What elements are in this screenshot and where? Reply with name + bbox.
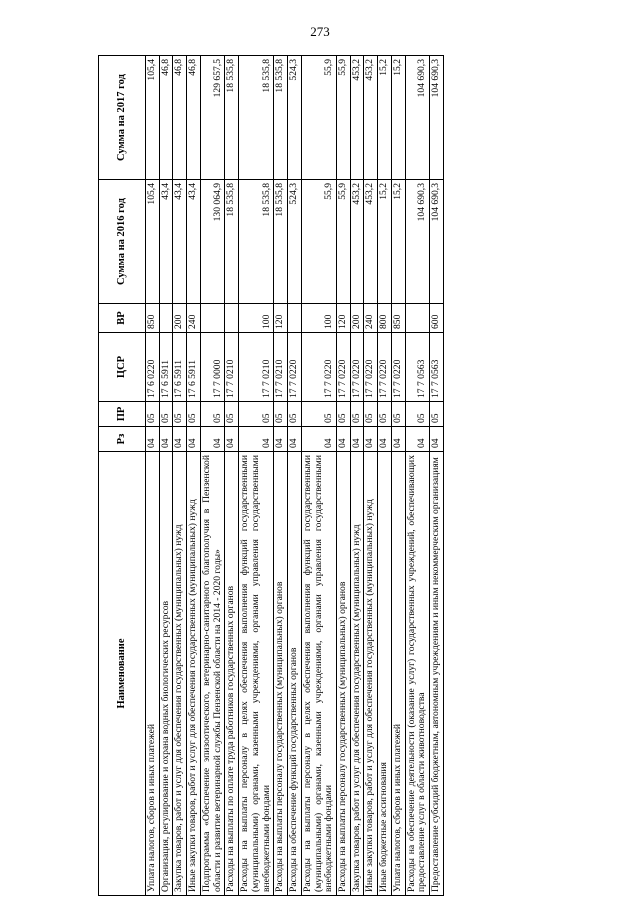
cell-rz: 04 <box>225 427 239 452</box>
header-sum-2016: Сумма на 2016 год <box>99 180 146 304</box>
cell-sum-2017: 453,2 <box>364 56 378 180</box>
cell-vr: 100 <box>239 304 274 333</box>
cell-csr: 17 7 0210 <box>225 333 239 402</box>
cell-sum-2016: 43,4 <box>187 180 201 304</box>
cell-name: Предоставление субсидий бюджетным, автономным учреждениям и иным некоммерческим организациям <box>430 452 444 896</box>
cell-sum-2017: 15,2 <box>378 56 392 180</box>
cell-sum-2017: 15,2 <box>391 56 405 180</box>
cell-rz: 04 <box>146 427 160 452</box>
cell-rz: 04 <box>274 427 288 452</box>
table-row <box>159 56 173 896</box>
page-number: 273 <box>310 24 330 39</box>
cell-csr: 17 6 5911 <box>159 333 173 402</box>
cell-vr: 240 <box>187 304 201 333</box>
rotated-table-container <box>98 56 538 896</box>
cell-sum-2017: 105,4 <box>146 56 160 180</box>
cell-name: Иные закупки товаров, работ и услуг для обеспечения государственных (муниципальных) нужд <box>364 452 378 896</box>
cell-rz: 04 <box>239 427 274 452</box>
cell-vr: 200 <box>350 304 364 333</box>
cell-vr: 600 <box>430 304 444 333</box>
cell-csr: 17 7 0220 <box>350 333 364 402</box>
table-row <box>288 56 302 896</box>
cell-vr: 200 <box>173 304 187 333</box>
cell-vr: 100 <box>301 304 336 333</box>
cell-csr: 17 7 0220 <box>378 333 392 402</box>
cell-pr: 05 <box>274 402 288 427</box>
cell-sum-2017: 46,8 <box>173 56 187 180</box>
table-row <box>225 56 239 896</box>
cell-csr: 17 7 0563 <box>430 333 444 402</box>
cell-csr: 17 7 0220 <box>391 333 405 402</box>
cell-rz: 04 <box>337 427 351 452</box>
cell-sum-2016: 43,4 <box>173 180 187 304</box>
cell-pr: 05 <box>391 402 405 427</box>
cell-name: Закупка товаров, работ и услуг для обеспечения государственных (муниципальных) нужд <box>350 452 364 896</box>
cell-sum-2017: 46,8 <box>159 56 173 180</box>
cell-sum-2016: 43,4 <box>159 180 173 304</box>
cell-pr: 05 <box>301 402 336 427</box>
cell-name: Организация, регулирование и охрана водных биологических ресурсов <box>159 452 173 896</box>
cell-vr: 120 <box>274 304 288 333</box>
cell-rz: 04 <box>430 427 444 452</box>
header-csr: ЦСР <box>99 333 146 402</box>
header-pr: ПР <box>99 402 146 427</box>
cell-csr: 17 7 0563 <box>405 333 429 402</box>
cell-csr: 17 7 0220 <box>288 333 302 402</box>
cell-name: Расходы на обеспечение деятельности (оказание услуг) государственных учреждений, обеспечивающих предоставление услуг в области животноводства <box>405 452 429 896</box>
table-row <box>173 56 187 896</box>
cell-name: Расходы на выплаты персоналу государственных (муниципальных) органов <box>274 452 288 896</box>
cell-csr: 17 6 5911 <box>173 333 187 402</box>
cell-rz: 04 <box>391 427 405 452</box>
cell-sum-2017: 18 535,8 <box>225 56 239 180</box>
table-row <box>200 56 224 896</box>
cell-csr: 17 7 0220 <box>301 333 336 402</box>
cell-vr <box>200 304 224 333</box>
cell-sum-2016: 55,9 <box>301 180 336 304</box>
cell-csr: 17 7 0000 <box>200 333 224 402</box>
cell-rz: 04 <box>173 427 187 452</box>
cell-name: Расходы на выплаты по оплате труда работников государственных органов <box>225 452 239 896</box>
cell-sum-2016: 453,2 <box>364 180 378 304</box>
cell-rz: 04 <box>364 427 378 452</box>
cell-pr: 05 <box>200 402 224 427</box>
cell-pr: 05 <box>378 402 392 427</box>
cell-pr: 05 <box>337 402 351 427</box>
header-rz: Рз <box>99 427 146 452</box>
cell-sum-2016: 18 535,8 <box>274 180 288 304</box>
cell-vr <box>159 304 173 333</box>
cell-sum-2017: 453,2 <box>350 56 364 180</box>
table-row <box>187 56 201 896</box>
cell-sum-2016: 15,2 <box>391 180 405 304</box>
cell-rz: 04 <box>301 427 336 452</box>
cell-rz: 04 <box>200 427 224 452</box>
cell-csr: 17 7 0220 <box>337 333 351 402</box>
cell-name: Расходы на выплаты персоналу в целях обеспечения выполнения функций государственными (муниципальными) органами, казенными учреждениями, органами управления государственными внебюджетными фондами <box>239 452 274 896</box>
cell-name: Расходы на обеспечение функций государственных органов <box>288 452 302 896</box>
cell-name: Расходы на выплаты персоналу в целях обеспечения выполнения функций государственными (муниципальными) органами, казенными учреждениями, органами управления государственными внебюджетными фондами <box>301 452 336 896</box>
cell-pr: 05 <box>350 402 364 427</box>
cell-csr: 17 7 0220 <box>364 333 378 402</box>
cell-name: Закупка товаров, работ и услуг для обеспечения государственных (муниципальных) нужд <box>173 452 187 896</box>
cell-sum-2016: 524,3 <box>288 180 302 304</box>
cell-vr <box>288 304 302 333</box>
cell-name: Уплата налогов, сборов и иных платежей <box>391 452 405 896</box>
cell-pr: 05 <box>173 402 187 427</box>
cell-sum-2016: 130 064,9 <box>200 180 224 304</box>
cell-name: Уплата налогов, сборов и иных платежей <box>146 452 160 896</box>
table-row <box>239 56 274 896</box>
cell-sum-2016: 104 690,3 <box>405 180 429 304</box>
table-header-row <box>99 56 146 896</box>
cell-name: Иные бюджетные ассигнования <box>378 452 392 896</box>
table-row <box>364 56 378 896</box>
cell-sum-2017: 55,9 <box>337 56 351 180</box>
cell-sum-2016: 55,9 <box>337 180 351 304</box>
cell-name: Подпрограмма «Обеспечение эпизоотического, ветеринарно-санитарного благополучия в Пензенской области и развитие ветеринарной службы Пензенской области на 2014 - 2020 годы» <box>200 452 224 896</box>
cell-vr: 120 <box>337 304 351 333</box>
header-vr: ВР <box>99 304 146 333</box>
cell-name: Расходы на выплаты персоналу государственных (муниципальных) органов <box>337 452 351 896</box>
cell-rz: 04 <box>378 427 392 452</box>
table-row <box>146 56 160 896</box>
cell-csr: 17 6 0220 <box>146 333 160 402</box>
cell-pr: 05 <box>159 402 173 427</box>
cell-vr: 850 <box>146 304 160 333</box>
cell-pr: 05 <box>187 402 201 427</box>
cell-vr: 240 <box>364 304 378 333</box>
cell-pr: 05 <box>239 402 274 427</box>
cell-sum-2017: 18 535,8 <box>239 56 274 180</box>
cell-rz: 04 <box>350 427 364 452</box>
cell-name: Иные закупки товаров, работ и услуг для обеспечения государственных (муниципальных) нужд <box>187 452 201 896</box>
cell-rz: 04 <box>288 427 302 452</box>
table-row <box>301 56 336 896</box>
budget-table <box>98 55 444 896</box>
table-row <box>391 56 405 896</box>
cell-vr: 800 <box>378 304 392 333</box>
cell-sum-2017: 46,8 <box>187 56 201 180</box>
cell-pr: 05 <box>405 402 429 427</box>
cell-sum-2016: 15,2 <box>378 180 392 304</box>
cell-pr: 05 <box>225 402 239 427</box>
cell-pr: 05 <box>430 402 444 427</box>
cell-csr: 17 7 0210 <box>274 333 288 402</box>
cell-vr <box>225 304 239 333</box>
table-row <box>378 56 392 896</box>
cell-sum-2017: 129 657,5 <box>200 56 224 180</box>
table-row <box>350 56 364 896</box>
cell-sum-2016: 18 535,8 <box>239 180 274 304</box>
cell-rz: 04 <box>187 427 201 452</box>
cell-vr <box>405 304 429 333</box>
cell-csr: 17 6 5911 <box>187 333 201 402</box>
cell-sum-2017: 524,3 <box>288 56 302 180</box>
cell-sum-2017: 55,9 <box>301 56 336 180</box>
cell-sum-2017: 104 690,3 <box>430 56 444 180</box>
cell-pr: 05 <box>288 402 302 427</box>
cell-csr: 17 7 0210 <box>239 333 274 402</box>
cell-sum-2016: 453,2 <box>350 180 364 304</box>
cell-sum-2016: 104 690,3 <box>430 180 444 304</box>
table-row <box>430 56 444 896</box>
header-sum-2017: Сумма на 2017 год <box>99 56 146 180</box>
header-name: Наименование <box>99 452 146 896</box>
cell-sum-2016: 105,4 <box>146 180 160 304</box>
cell-pr: 05 <box>146 402 160 427</box>
cell-pr: 05 <box>364 402 378 427</box>
cell-rz: 04 <box>405 427 429 452</box>
cell-sum-2017: 18 535,8 <box>274 56 288 180</box>
cell-sum-2017: 104 690,3 <box>405 56 429 180</box>
cell-rz: 04 <box>159 427 173 452</box>
cell-vr: 850 <box>391 304 405 333</box>
cell-sum-2016: 18 535,8 <box>225 180 239 304</box>
table-row <box>274 56 288 896</box>
table-row <box>337 56 351 896</box>
table-row <box>405 56 429 896</box>
